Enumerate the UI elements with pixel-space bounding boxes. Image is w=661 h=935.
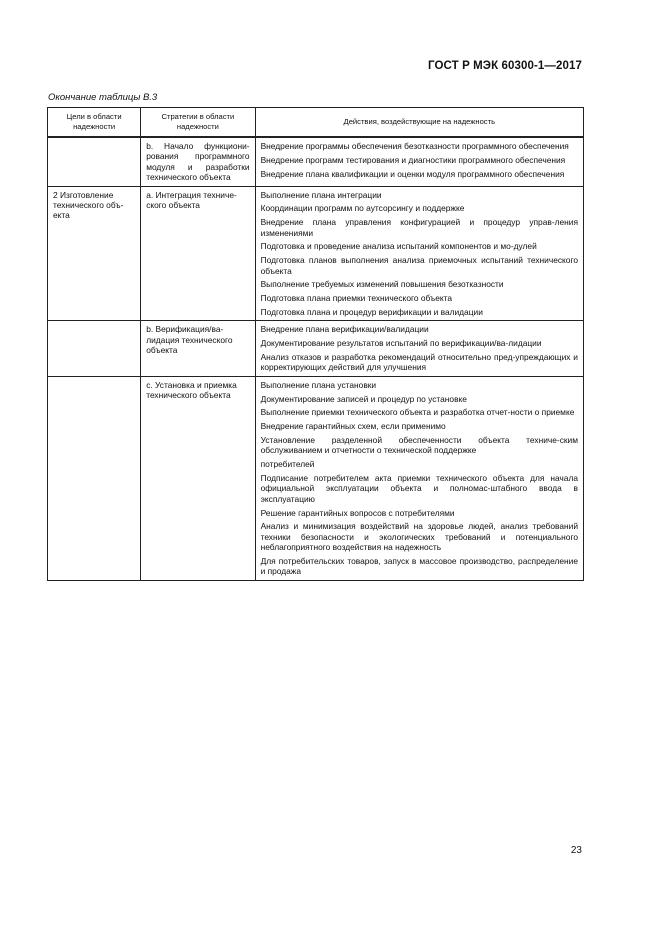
- action-item: Подготовка планов выполнения анализа приемочных испытаний технического объекта: [260, 255, 578, 276]
- action-item: Подготовка плана и процедур верификации и валидации: [260, 307, 483, 318]
- action-item: Анализ и минимизация воздействий на здоровье людей, анализ требований техники безопасности и экологических требований и потенциального неблагоприятного воздействия на надежность: [260, 521, 578, 553]
- strategy-cell: b. Начало функциони-рования программного модуля и разработки технического объекта: [141, 137, 255, 186]
- strategy-cell: a. Интеграция техниче-ского объекта: [141, 186, 255, 321]
- actions-cell: [255, 321, 583, 376]
- action-item: Подготовка плана приемки технического объекта: [260, 293, 453, 304]
- table-row: [48, 186, 584, 321]
- action-item: Решение гарантийных вопросов с потребителями: [260, 507, 455, 518]
- reliability-table: [47, 107, 584, 581]
- action-item: Подготовка и проведение анализа испытаний компонентов и мо-дулей: [260, 241, 537, 252]
- table-row: [48, 321, 584, 376]
- header-strategies: Стратегии в области надежности: [141, 108, 255, 138]
- table-row: [48, 137, 584, 186]
- actions-cell: [255, 137, 583, 186]
- action-item: Внедрение плана квалификации и оценки модуля программного обеспечения: [260, 168, 565, 179]
- action-item: потребителей: [260, 459, 315, 470]
- action-item: Выполнение плана установки: [260, 379, 377, 390]
- action-item: Документирование результатов испытаний по верификации/ва-лидации: [260, 338, 542, 349]
- table-caption: Окончание таблицы В.3: [48, 92, 158, 103]
- action-item: Подписание потребителем акта приемки технического объекта для начала официальной эксплуатации объекта и полномас-штабного ввода в эксплуатацию: [260, 473, 578, 504]
- action-item: Внедрение программ тестирования и диагностики программного обеспечения: [260, 154, 566, 165]
- goal-cell: [48, 321, 141, 376]
- action-item: Внедрение программы обеспечения безотказности программного обеспечения: [260, 141, 569, 151]
- table-header-row: [48, 108, 584, 138]
- actions-cell: [255, 186, 583, 321]
- action-item: Координации программ по аутсорсингу и поддержке: [260, 203, 465, 214]
- action-item: Внедрение плана верификации/валидации: [260, 324, 429, 335]
- action-item: Установление разделенной обеспеченности объекта техниче-ским обслуживанием и отчетности о технической поддержке: [260, 435, 578, 456]
- action-item: Выполнение требуемых изменений повышения безотказности: [260, 279, 504, 290]
- header-goals: Цели в области надежности: [48, 108, 141, 138]
- strategy-cell: c. Установка и приемка технического объекта: [141, 376, 255, 580]
- action-item: Выполнение плана интеграции: [260, 189, 382, 200]
- action-item: Выполнение приемки технического объекта и разработка отчет-ности о приемке: [260, 407, 575, 418]
- actions-cell: [255, 376, 583, 580]
- goal-cell: [48, 137, 141, 186]
- action-item: Анализ отказов и разработка рекомендаций относительно пред-упреждающих и корректирующих действий для улучшения: [260, 352, 578, 373]
- action-item: Внедрение гарантийных схем, если применимо: [260, 421, 446, 432]
- goal-cell: [48, 376, 141, 580]
- header-actions: Действия, воздействующие на надежность: [255, 108, 583, 138]
- action-item: Для потребительских товаров, запуск в массовое производство, распределение и продажа: [260, 556, 578, 577]
- table-row: [48, 376, 584, 580]
- action-item: Внедрение плана управления конфигурацией и процедур управ-ления изменениями: [260, 217, 578, 238]
- standard-code: ГОСТ Р МЭК 60300-1—2017: [428, 60, 582, 72]
- page-number: 23: [570, 845, 582, 856]
- action-item: Документирование записей и процедур по установке: [260, 393, 467, 404]
- strategy-cell: b. Верификация/ва-лидация технического объекта: [141, 321, 255, 376]
- goal-cell: 2 Изготовление технического объ-екта: [48, 186, 141, 321]
